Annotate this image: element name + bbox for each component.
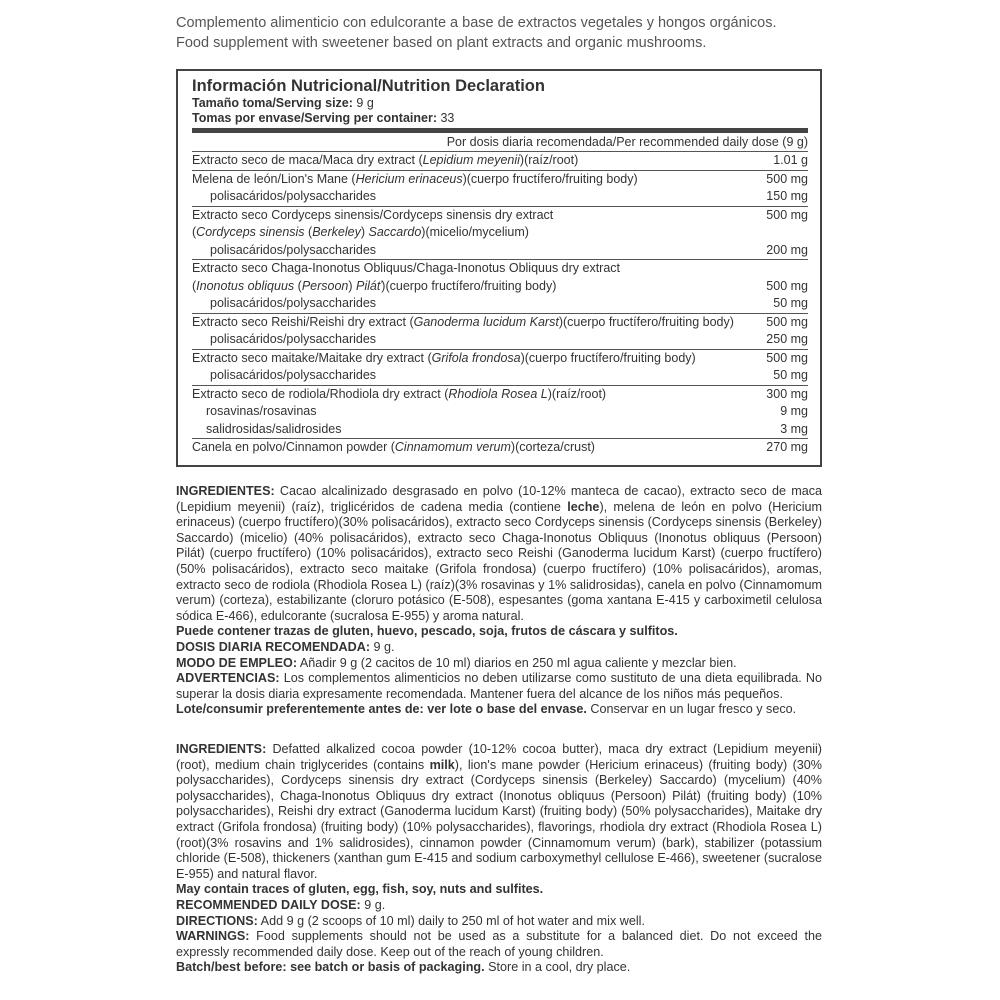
table-row xyxy=(192,278,808,296)
row-value: 1.01 g xyxy=(773,153,808,167)
table-row xyxy=(192,224,808,242)
row-group-maitake xyxy=(192,350,808,386)
row-label: salidrosidas/salidrosides xyxy=(206,421,342,436)
row-label: Canela en polvo/Cinnamon powder (Cinnamomum verum)(corteza/crust) xyxy=(192,440,595,454)
panel-title: Información Nutricional/Nutrition Declaration xyxy=(192,77,545,95)
row-value: 3 mg xyxy=(780,421,808,436)
row-label: Extracto seco de rodiola/Rhodiola dry extract (Rhodiola Rosea L)(raíz/root) xyxy=(192,386,607,401)
table-row xyxy=(192,260,808,278)
row-label: polisacáridos/polysaccharides xyxy=(210,368,377,382)
row-group-reishi xyxy=(192,314,808,350)
row-group-chaga xyxy=(192,260,808,314)
row-group-cordyceps xyxy=(192,207,808,261)
serving-size-label: Tamaño toma/Serving size: xyxy=(192,96,353,110)
row-label: (Inonotus obliquus (Persoon) Piláť)(cuerpo fructífero/fruiting body) xyxy=(192,278,557,293)
table-row xyxy=(192,207,808,225)
table-row xyxy=(192,403,808,421)
row-label: Extracto seco maitake/Maitake dry extract (Grifola frondosa)(cuerpo fructífero/fruiting body) xyxy=(192,350,696,365)
traces-en: May contain traces of gluten, egg, fish, soy, nuts and sulfites. xyxy=(176,882,544,897)
table-row xyxy=(192,314,808,332)
table-row xyxy=(192,350,808,368)
nutrition-rows xyxy=(192,152,808,457)
panel-header xyxy=(178,71,820,126)
row-group-lions-mane xyxy=(192,171,808,207)
row-label: polisacáridos/polysaccharides xyxy=(210,332,377,346)
row-value: 50 mg xyxy=(773,368,808,382)
intro-text xyxy=(176,13,826,53)
intro-english: Food supplement with sweetener based on plant extracts and organic mushrooms. xyxy=(176,35,707,51)
column-header: Por dosis diaria recomendada/Per recommended daily dose (9 g) xyxy=(192,133,808,152)
table-row xyxy=(192,331,808,349)
table-row xyxy=(192,152,808,170)
row-label: Extracto seco Reishi/Reishi dry extract (Ganoderma lucidum Karst)(cuerpo fructífero/fruiting body) xyxy=(192,314,734,329)
table-row xyxy=(192,367,808,385)
table-row xyxy=(192,188,808,206)
row-value: 200 mg xyxy=(766,242,808,257)
table-row xyxy=(192,386,808,404)
row-value: 300 mg xyxy=(766,386,808,401)
row-value: 500 mg xyxy=(766,278,808,293)
batch-en: Batch/best before: see batch or basis of packaging. Store in a cool, dry place. xyxy=(176,960,631,975)
table-row xyxy=(192,421,808,439)
ingredients-es: INGREDIENTES: Cacao alcalinizado desgrasado en polvo (10-12% manteca de cacao), extracto seco de maca (Lepidium meyenii) (raíz), triglicéridos de cadena media (contiene leche), melena de león en polvo (Hericium erinaceus) (cuerpo fructífero)(30% polisacáridos), extracto seco Cordyceps sinensis (Cordyceps sinensis (Berkeley) Saccardo) (micelio) (40% polisacáridos), extracto seco Chaga-Inonotus Obliquus (Inonotus obliquus (Persoon) Pilát) (cuerpo fructífero) (10% polisacáridos), extracto seco Reishi (Ganoderma lucidum Karst) (cuerpo fructífero) (50% polisacáridos), extracto seco maitake (Grifola frondosa) (cuerpo fructífero) (10% polisacáridos), aromas, extracto seco de rodiola (Rhodiola Rosea L) (raíz)(3% rosavinas y 1% salidrosidas), canela en polvo (Cinnamomum verum) (corteza), estabilizante (cloruro potásico (E-508), espesantes (goma xantana E-415 y carboximetil celulosa sódica E-466), edulcorante (sucralosa E-955) y aroma natural. xyxy=(176,484,822,623)
servings-value: 33 xyxy=(440,111,455,125)
row-value: 500 mg xyxy=(766,207,808,222)
table-row xyxy=(192,242,808,260)
row-value: 500 mg xyxy=(766,350,808,365)
spanish-info-block xyxy=(176,484,822,718)
row-label: Melena de león/Lion's Mane (Hericium erinaceus)(cuerpo fructífero/fruiting body) xyxy=(192,171,638,186)
table-row xyxy=(192,171,808,189)
serving-size-value: 9 g xyxy=(356,96,374,110)
row-label: (Cordyceps sinensis (Berkeley) Saccardo)(micelio/mycelium) xyxy=(192,225,529,239)
dose-es: DOSIS DIARIA RECOMENDADA: 9 g. xyxy=(176,639,395,654)
row-group-cinnamon xyxy=(192,439,808,457)
warnings-es: ADVERTENCIAS: Los complementos alimenticios no deben utilizarse como sustituto de una dieta equilibrada. No superar la dosis diaria expresamente recomendada. Mantener fuera del alcance de los niños más pequeños. xyxy=(176,671,822,701)
table-row xyxy=(192,295,808,313)
row-label: Extracto seco Cordyceps sinensis/Cordyceps sinensis dry extract xyxy=(192,207,554,222)
row-value: 270 mg xyxy=(766,440,808,454)
english-info-block xyxy=(176,742,822,976)
row-label: polisacáridos/polysaccharides xyxy=(210,242,377,257)
row-value: 250 mg xyxy=(766,332,808,346)
row-value: 500 mg xyxy=(766,171,808,186)
row-value: 50 mg xyxy=(773,296,808,310)
servings-label: Tomas por envase/Serving per container: xyxy=(192,111,437,125)
row-value: 9 mg xyxy=(780,404,808,418)
dose-en: RECOMMENDED DAILY DOSE: 9 g. xyxy=(176,897,386,912)
row-label: rosavinas/rosavinas xyxy=(206,404,317,418)
nutrition-panel xyxy=(176,69,822,467)
row-label: Extracto seco de maca/Maca dry extract (Lepidium meyenii)(raíz/root) xyxy=(192,153,579,167)
row-label: polisacáridos/polysaccharides xyxy=(210,189,377,203)
traces-es: Puede contener trazas de gluten, huevo, pescado, soja, frutos de cáscara y sulfitos. xyxy=(176,624,678,639)
directions-en: DIRECTIONS: Add 9 g (2 scoops of 10 ml) daily to 250 ml of hot water and mix well. xyxy=(176,913,645,928)
batch-es: Lote/consumir preferentemente antes de: ver lote o base del envase. Conservar en un lugar fresco y seco. xyxy=(176,702,797,717)
warnings-en: WARNINGS: Food supplements should not be used as a substitute for a balanced diet. Do not exceed the expressly recommended daily dose. Keep out of the reach of young children. xyxy=(176,929,822,959)
table-row xyxy=(192,439,808,457)
intro-spanish: Complemento alimenticio con edulcorante a base de extractos vegetales y hongos orgánicos. xyxy=(176,15,777,31)
row-label: Extracto seco Chaga-Inonotus Obliquus/Chaga-Inonotus Obliquus dry extract xyxy=(192,261,621,275)
servings-per-container xyxy=(192,111,808,126)
ingredients-en: INGREDIENTS: Defatted alkalized cocoa powder (10-12% cocoa butter), maca dry extract (Lepidium meyenii) (root), medium chain triglycerides (contains milk), lion's mane powder (Hericium erinaceus) (fruiting body) (30% polysaccharides), Cordyceps sinensis dry extract (Cordyceps sinensis (Berkeley) Saccardo) (mycelium) (40% polysaccharides), Chaga-Inonotus Obliquus dry extract (Inonotus obliquus (Persoon) Pilát) (fruiting body) (10% polysaccharides), Reishi dry extract (Ganoderma lucidum Karst) (fruiting body) (50% polysaccharides), Maitake dry extract (Grifola frondosa) (fruiting body) (10% polysaccharides), flavorings, rhodiola dry extract (Rhodiola Rosea L) (root)(3% rosavins and 1% salidrosides), cinnamon powder (Cinnamomum verum) (bark), stabilizer (potassium chloride (E-508), thickeners (xanthan gum E-415 and sodium carboxymethyl cellulose E-466), sweetener (sucralose E-955) and natural flavor. xyxy=(176,742,822,881)
row-value: 150 mg xyxy=(766,189,808,203)
serving-size xyxy=(192,96,808,111)
row-group-maca xyxy=(192,152,808,171)
directions-es: MODO DE EMPLEO: Añadir 9 g (2 cacitos de 10 ml) diarios en 250 ml agua caliente y mezclar bien. xyxy=(176,655,737,670)
row-label: polisacáridos/polysaccharides xyxy=(210,296,377,310)
row-value: 500 mg xyxy=(766,314,808,329)
row-group-rhodiola xyxy=(192,386,808,440)
